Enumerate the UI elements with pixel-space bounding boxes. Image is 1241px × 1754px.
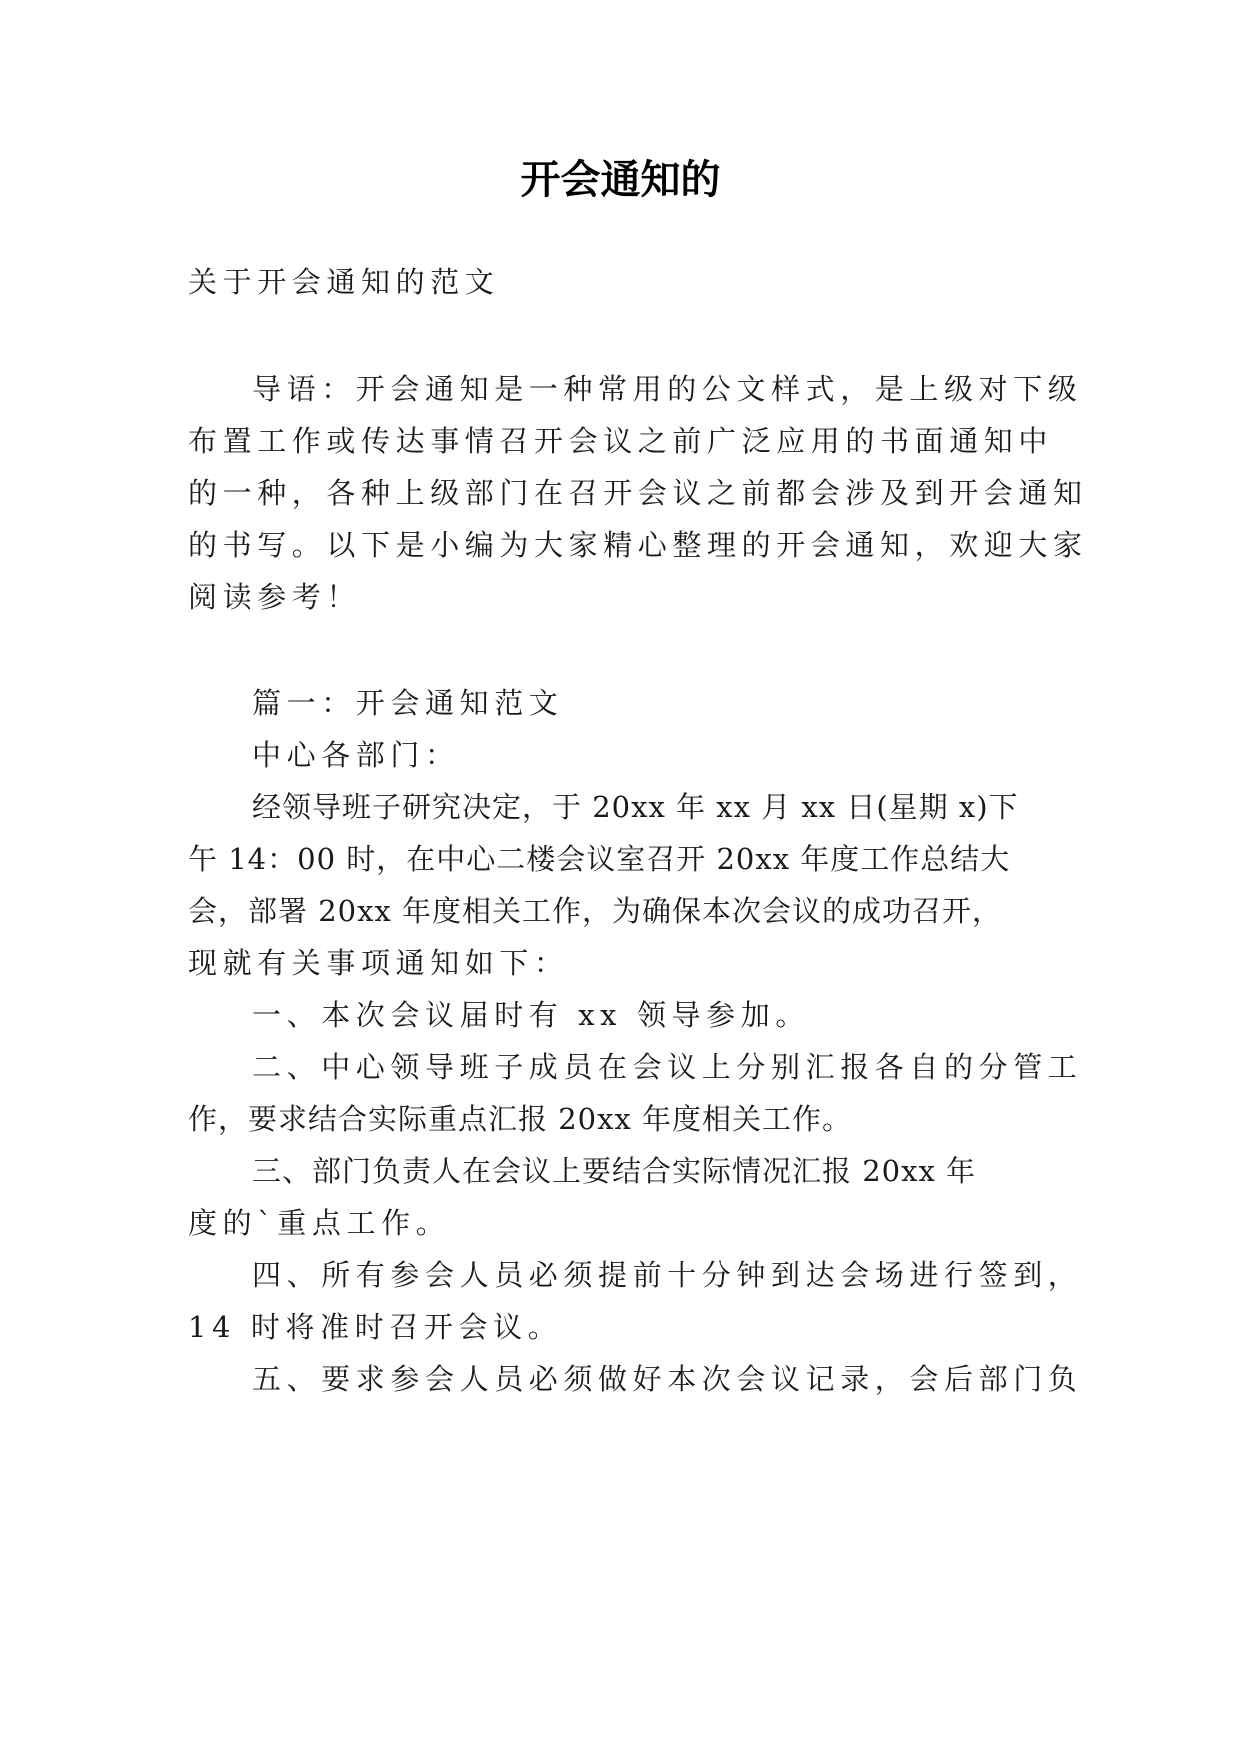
body-line: 会，部署 20xx 年度相关工作，为确保本次会议的成功召开， [188, 894, 1003, 928]
body-line: 午 14：00 时，在中心二楼会议室召开 20xx 年度工作总结大 [188, 842, 1011, 876]
body-line: 二、中心领导班子成员在会议上分别汇报各自的分管工 [252, 1050, 1083, 1084]
body-line: 四、所有参会人员必须提前十分钟到达会场进行签到， [252, 1258, 1083, 1292]
body-line: 度的`重点工作。 [188, 1206, 451, 1240]
salutation: 中心各部门： [252, 738, 460, 772]
intro-line: 的书写。以下是小编为大家精心整理的开会通知，欢迎大家 [188, 528, 1088, 562]
body-line: 五、要求参会人员必须做好本次会议记录，会后部门负 [252, 1362, 1083, 1396]
page-title: 开会通知的 [520, 157, 721, 203]
body-line: 一、本次会议届时有 xx 领导参加。 [252, 998, 810, 1032]
subtitle: 关于开会通知的范文 [188, 265, 500, 299]
section-heading: 篇一：开会通知范文 [252, 686, 564, 720]
intro-line: 布置工作或传达事情召开会议之前广泛应用的书面通知中 [188, 424, 1054, 458]
body-line: 经领导班子研究决定，于 20xx 年 xx 月 xx 日(星期 x)下 [252, 790, 1019, 824]
body-line: 作，要求结合实际重点汇报 20xx 年度相关工作。 [188, 1102, 853, 1136]
body-line: 三、部门负责人在会议上要结合实际情况汇报 20xx 年 [252, 1154, 977, 1188]
body-line: 现就有关事项通知如下： [188, 946, 569, 980]
body-line: 14 时将准时召开会议。 [188, 1310, 563, 1344]
intro-line: 的一种，各种上级部门在召开会议之前都会涉及到开会通知 [188, 476, 1088, 510]
intro-line: 阅读参考！ [188, 580, 362, 614]
intro-line: 导语：开会通知是一种常用的公文样式，是上级对下级 [252, 372, 1083, 406]
